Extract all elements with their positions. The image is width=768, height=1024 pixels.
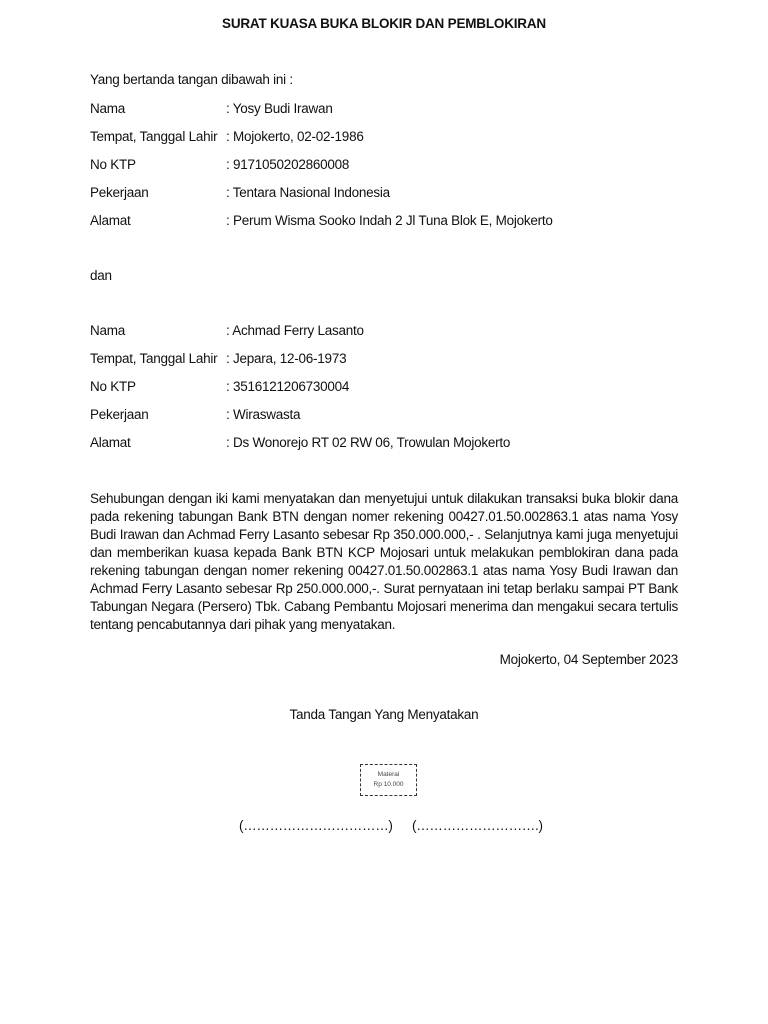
party1-details: [90, 100, 690, 240]
field-label: Nama: [90, 101, 126, 116]
intro-text: Yang bertanda tangan dibawah ini :: [90, 72, 293, 87]
field-value: : Wiraswasta: [226, 407, 301, 422]
party1-birth-row: [90, 128, 690, 156]
signature-line-1: (……………………………): [239, 818, 393, 833]
party2-name-row: [90, 322, 690, 350]
field-label: Tempat, Tanggal Lahir: [90, 351, 218, 366]
place-date: Mojokerto, 04 September 2023: [499, 652, 678, 667]
field-value: : Mojokerto, 02-02-1986: [226, 129, 364, 144]
field-value: : Jepara, 12-06-1973: [226, 351, 347, 366]
stamp-duty-box: [360, 764, 417, 796]
field-label: Pekerjaan: [90, 185, 149, 200]
field-label: Alamat: [90, 435, 131, 450]
field-label: Pekerjaan: [90, 407, 149, 422]
stamp-amount: Rp 10.000: [373, 781, 404, 788]
signature-heading: Tanda Tangan Yang Menyatakan: [289, 707, 479, 722]
field-value: : Achmad Ferry Lasanto: [226, 323, 364, 338]
field-value: : 9171050202860008: [226, 157, 350, 172]
party2-job-row: [90, 406, 690, 434]
field-label: Tempat, Tanggal Lahir: [90, 129, 218, 144]
field-label: No KTP: [90, 157, 136, 172]
document-title: SURAT KUASA BUKA BLOKIR DAN PEMBLOKIRAN: [222, 16, 546, 31]
field-value: : 3516121206730004: [226, 379, 350, 394]
party1-job-row: [90, 184, 690, 212]
field-label: Alamat: [90, 213, 131, 228]
party1-address-row: [90, 212, 690, 240]
conjunction-text: dan: [90, 268, 112, 283]
field-value: : Ds Wonorejo RT 02 RW 06, Trowulan Mojokerto: [226, 435, 511, 450]
field-value: : Perum Wisma Sooko Indah 2 Jl Tuna Blok E, Mojokerto: [226, 213, 553, 228]
field-value: : Yosy Budi Irawan: [226, 101, 333, 116]
field-label: Nama: [90, 323, 126, 338]
signature-line-2: (……………………….): [412, 818, 543, 833]
body-paragraph: Sehubungan dengan iki kami menyatakan dan menyetujui untuk dilakukan transaksi buka blokir dana pada rekening tabungan Bank BTN dengan nomer rekening 00427.01.50.002863.1 atas nama Yosy Budi Irawan dan Achmad Ferry Lasanto sebesar Rp 350.000.000,- . Selanjutnya kami juga menyetujui dan memberikan kuasa kepada Bank BTN KCP Mojosari untuk melakukan pemblokiran dana pada rekening tabungan dengan nomer rekening 00427.01.50.002863.1 atas nama Yosy Budi Irawan dan Achmad Ferry Lasanto sebesar Rp 250.000.000,-. Surat pernyataan ini tetap berlaku sampai PT Bank Tabungan Negara (Persero) Tbk. Cabang Pembantu Mojosari menerima dan mengakui secara tertulis tentang pencabutannya dari pihak yang menyatakan.: [90, 491, 678, 632]
field-label: No KTP: [90, 379, 136, 394]
stamp-label: Materai: [377, 771, 400, 778]
party2-birth-row: [90, 350, 690, 378]
field-value: : Tentara Nasional Indonesia: [226, 185, 390, 200]
party2-ktp-row: [90, 378, 690, 406]
party2-details: [90, 322, 690, 462]
party1-ktp-row: [90, 156, 690, 184]
party1-name-row: [90, 100, 690, 128]
party2-address-row: [90, 434, 690, 462]
